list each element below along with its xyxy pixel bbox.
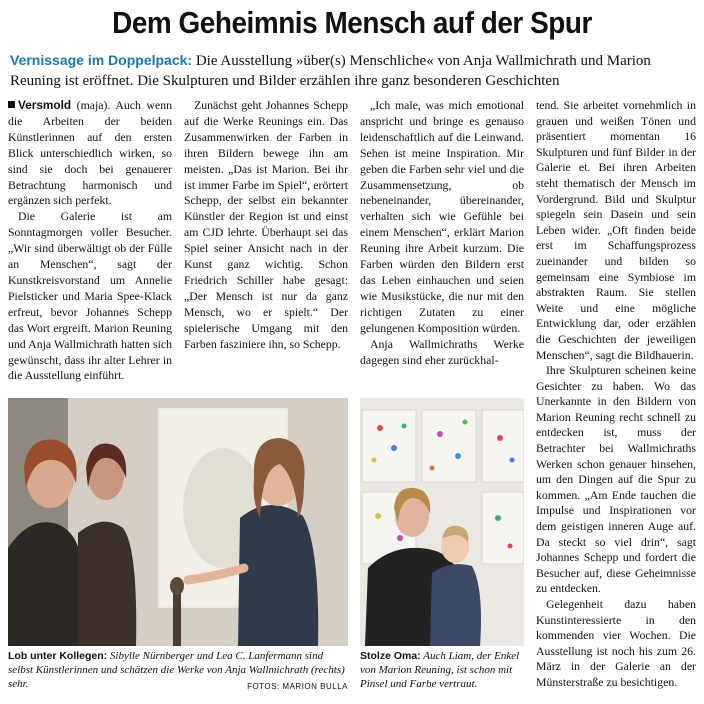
photo-credit: FOTOS: MARION BULLA bbox=[247, 682, 348, 691]
paragraph: Ihre Skulpturen scheinen keine Gesichter zu haben. Wo das Unerkannte in den Bildern von Marion Reuning recht schnell zu entdecken ist, muss der Betrachter bei Wallmichraths Werken schon genauer hinsehen, um den Dingen auf die Spur zu kommen. „Am Ende tauchen die Impulse und Inspirationen vor dem geistigen inneren Auge auf. Da steckt so viel drin“, sagt Johannes Schepp und fordert die Besucher auf, diese Geheimnisse zu entdecken. bbox=[536, 363, 696, 596]
subheadline-kicker: Vernissage im Doppelpack: bbox=[10, 52, 193, 68]
subheadline bbox=[10, 50, 694, 91]
paragraph bbox=[8, 98, 172, 209]
caption-label: Stolze Oma: bbox=[360, 650, 421, 662]
photo-grandmother-child bbox=[360, 398, 524, 646]
paragraph: Zunächst geht Johannes Schepp auf die Werke Reunings ein. Das Zusammenwirken der Farben in ihren Bildern bewege ihn am meisten. „Das ist Marion. Bei ihr ist immer Farbe im Spiel“, erörtert Schepp, der selbst ein bekannter Künstler der Region ist und einst am CJD lehrte. Überhaupt sei das Spiel seiner Ansicht nach in der Kunst ganz wichtig. Schon Friedrich Schiller habe gesagt: „Der Mensch ist nur da ganz Mensch, wo er spielt.“ Der spielerische Umgang mit den Farben fasziniere ihn, so Schepp. bbox=[184, 98, 348, 351]
article-column-3 bbox=[360, 98, 524, 368]
paragraph: Die Galerie ist am Sonntagmorgen voller Besucher. „Wir sind überwältigt ob der Fülle an Menschen“, sagt der Kunstkreisvorstand um Annelie Pielsticker und Maria Spee-Klack erfreut, bevor Johannes Schepp das Wort ergreift. Marion Reuning und Anja Wallmichrath hatten sich gewünscht, dass ihr alter Lehrer in die Ausstellung einführt. bbox=[8, 209, 172, 383]
photo-caption-1 bbox=[8, 649, 348, 694]
paragraph-text: (maja). Auch wenn die Arbeiten der beiden Künstlerinnen auf den ersten Blick unterschiedlich wirken, so sind sie doch bei genauerer Betrachtung harmonisch und ergänzen sich perfekt. bbox=[8, 98, 172, 208]
caption-text: Auch Liam, der Enkel von Marion Reuning, ist schon mit Pinsel und Farbe vertraut. bbox=[360, 650, 520, 690]
photo-gallery-women-image bbox=[8, 398, 348, 646]
subheadline-text: Die Ausstellung »über(s) Menschliche« von Anja Wallmichrath und Marion Reuning ist eröffnet. Die Skulpturen und Bilder erzählen ihre ganz besonderen Geschichten bbox=[10, 53, 651, 89]
paragraph: Anja Wallmichraths Werke dagegen sind eher zurückhal- bbox=[360, 336, 524, 367]
photo-grandmother-child-image bbox=[360, 398, 524, 646]
caption-label: Lob unter Kollegen: bbox=[8, 650, 108, 662]
photo-caption-2 bbox=[360, 649, 524, 691]
paragraph: Gelegenheit dazu haben Kunstinteressierte in den kommenden vier Wochen. Die Ausstellung ist noch his zum 26. März in der Galerie an der Münsterstraße zu besichtigen. bbox=[536, 597, 696, 689]
paragraph: „Ich male, was mich emotional anspricht und bringe es genauso leidenschaftlich auf die Leinwand. Sehen ist meine Inspiration. Mir geben die Farben sehr viel und die Zusammensetzung, ob nebeneinander, übereinander, verhalten sich wie Gefühle bei einem Menschen“, erklärt Marion Reuning ihre Arbeit kurzum. Die Farben würden den Bildern erst das Leben einhauchen und seien wie Musikstücke, die nur mit den richtigen Zutaten zu einer gelungenen Komposition würden. bbox=[360, 98, 524, 335]
photo-gallery-women bbox=[8, 398, 348, 646]
headline: Dem Geheimnis Mensch auf der Spur bbox=[112, 5, 592, 40]
caption-text: Sibylle Nürnberger und Lea C. Lanfermann sind selbst Künstlerinnen und schätzen die Werke von Anja Wallmichrath (rechts) sehr. bbox=[8, 650, 345, 690]
article-column-4 bbox=[536, 98, 696, 691]
article-column-2 bbox=[184, 98, 348, 353]
paragraph: tend. Sie arbeitet vornehmlich in grauen und weißen Tönen und präsentiert momentan 16 Skulpturen und fünf Bilder in der Galerie et. Bei ihren Arbeiten steht thematisch der Mensch im Vordergrund. Bild und Skulptur spiegeln sein Dasein und sein Leben wider. „Oft finden beide erst im Schaffungsprozess zueinander und bilden so gemeinsam eine Symbiose im abstrakten Raum. Sie stellen Weite und eine mögliche Entwicklung dar, oder erzählen die Geschichten der jeweiligen Menschen“, sagt die Bildhauerin. bbox=[536, 98, 696, 362]
article-column-1 bbox=[8, 98, 172, 384]
dateline: Versmold bbox=[18, 98, 72, 112]
bullet-square-icon bbox=[8, 101, 15, 108]
